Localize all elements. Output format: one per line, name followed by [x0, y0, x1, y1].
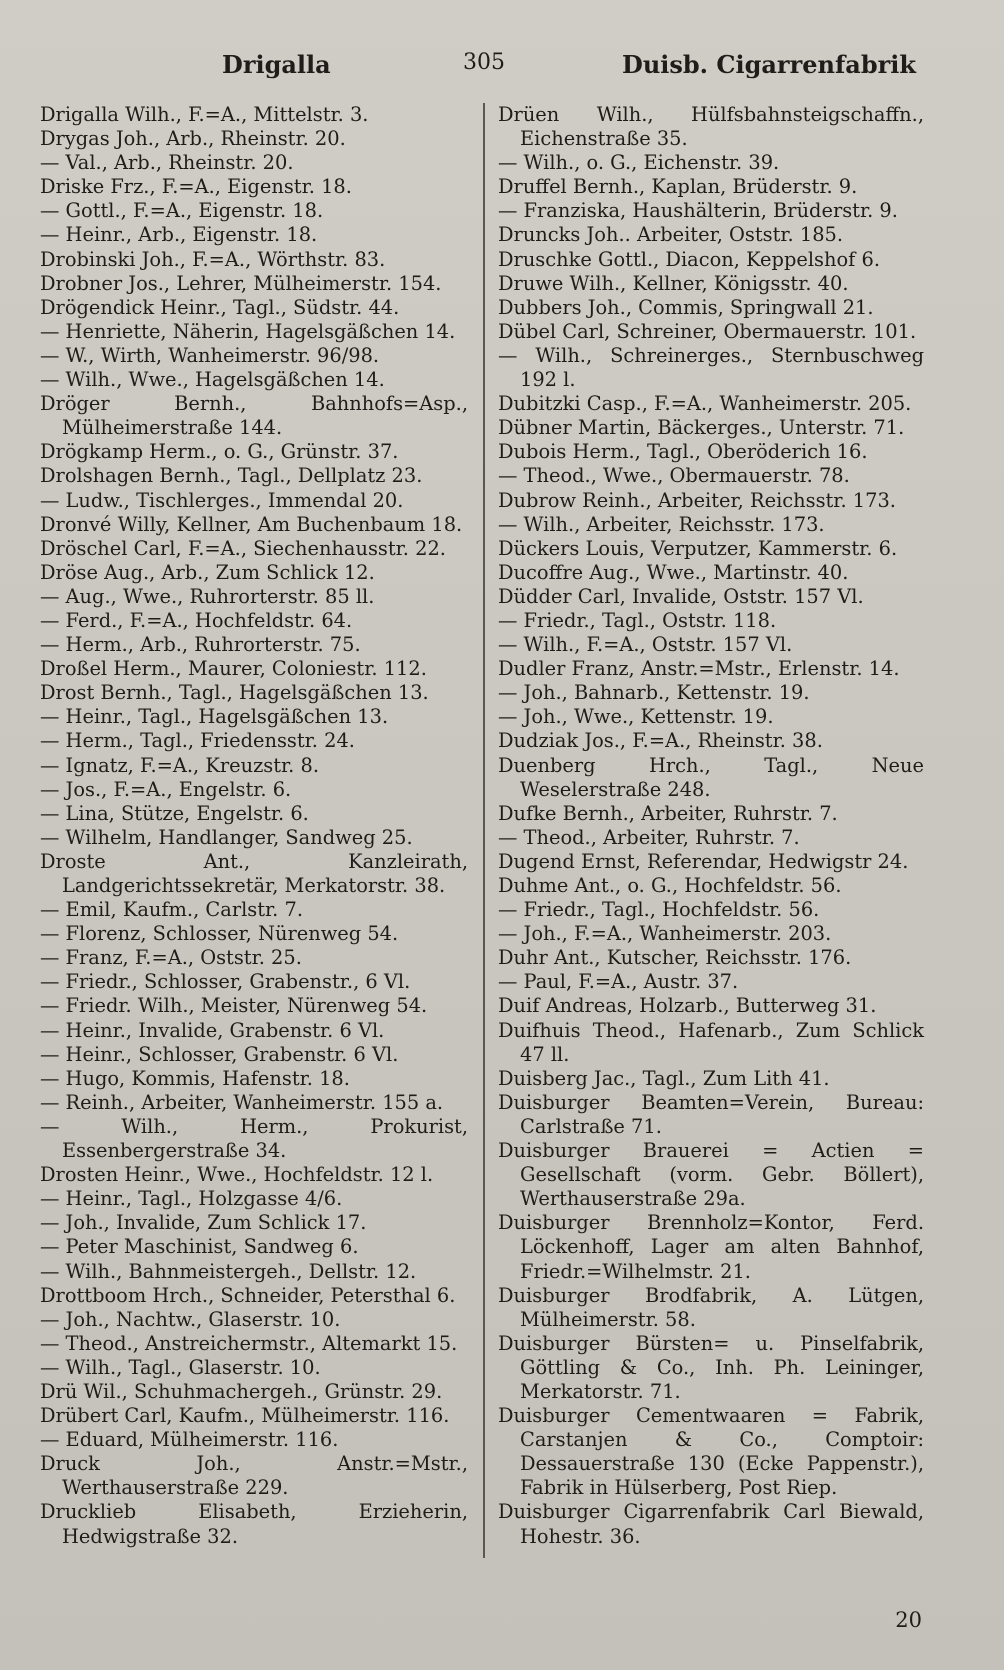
directory-entry: — Reinh., Arbeiter, Wanheimerstr. 155 a.: [40, 1090, 444, 1114]
directory-entry: — Gottl., F.=A., Eigenstr. 18.: [40, 199, 324, 223]
directory-entry: Duisburger Bürsten= u. Pinselfabrik, Göttling & Co., Inh. Ph. Leininger, Merkatorstr. 71.: [498, 1331, 924, 1403]
directory-entry: — Heinr., Tagl., Hagelsgäßchen 13.: [40, 705, 389, 729]
directory-entry: Drü Wil., Schuhmachergeh., Grünstr. 29.: [40, 1379, 443, 1403]
directory-entry: — Emil, Kaufm., Carlstr. 7.: [40, 898, 303, 922]
directory-entry: Duenberg Hrch., Tagl., Neue Weselerstraße 248.: [498, 753, 924, 801]
header-first-entry: Drigalla: [222, 50, 331, 79]
directory-entry: — Wilh., Arbeiter, Reichsstr. 173.: [498, 512, 825, 536]
directory-entry: — Friedr., Tagl., Hochfeldstr. 56.: [498, 898, 820, 922]
directory-entry: Druncks Joh.. Arbeiter, Oststr. 185.: [498, 223, 844, 247]
directory-entry: — Franziska, Haushälterin, Brüderstr. 9.: [498, 199, 898, 223]
directory-entry: — Heinr., Tagl., Holzgasse 4/6.: [40, 1187, 343, 1211]
directory-entry: Dröse Aug., Arb., Zum Schlick 12.: [40, 560, 375, 584]
directory-entry: — Val., Arb., Rheinstr. 20.: [40, 151, 294, 175]
directory-entry: Drögendick Heinr., Tagl., Südstr. 44.: [40, 295, 400, 319]
directory-entry: — Friedr., Tagl., Oststr. 118.: [498, 608, 777, 632]
directory-entry: Drosten Heinr., Wwe., Hochfeldstr. 12 l.: [40, 1163, 434, 1187]
directory-entry: Dübner Martin, Bäckerges., Unterstr. 71.: [498, 416, 905, 440]
directory-entry: Droßel Herm., Maurer, Coloniestr. 112.: [40, 657, 427, 681]
directory-entry: Dudler Franz, Anstr.=Mstr., Erlenstr. 14.: [498, 657, 900, 681]
directory-entry: Duisberg Jac., Tagl., Zum Lith 41.: [498, 1066, 830, 1090]
directory-entry: Drobner Jos., Lehrer, Mülheimerstr. 154.: [40, 271, 442, 295]
directory-entry: Dugend Ernst, Referendar, Hedwigstr 24.: [498, 849, 909, 873]
directory-entry: — Franz, F.=A., Oststr. 25.: [40, 946, 302, 970]
directory-entry: Dubrow Reinh., Arbeiter, Reichsstr. 173.: [498, 488, 896, 512]
directory-entry: — Ferd., F.=A., Hochfeldstr. 64.: [40, 608, 353, 632]
directory-entry: Dubbers Joh., Commis, Springwall 21.: [498, 295, 874, 319]
directory-entry: — Hugo, Kommis, Hafenstr. 18.: [40, 1066, 350, 1090]
signature-mark: 20: [895, 1608, 922, 1632]
directory-entry: Drübert Carl, Kaufm., Mülheimerstr. 116.: [40, 1404, 450, 1428]
right-column: [498, 103, 924, 1549]
header-last-entry: Duisb. Cigarrenfabrik: [622, 50, 916, 79]
directory-entry: Drobinski Joh., F.=A., Wörthstr. 83.: [40, 247, 386, 271]
directory-entry: — Herm., Arb., Ruhrorterstr. 75.: [40, 633, 361, 657]
directory-entry: — Ludw., Tischlerges., Immendal 20.: [40, 488, 404, 512]
directory-entry: Driske Frz., F.=A., Eigenstr. 18.: [40, 175, 352, 199]
directory-entry: — Joh., Bahnarb., Kettenstr. 19.: [498, 681, 810, 705]
directory-entry: Drüen Wilh., Hülfsbahnsteigschaffn., Eichenstraße 35.: [498, 103, 924, 151]
directory-entry: — Wilh., o. G., Eichenstr. 39.: [498, 151, 780, 175]
directory-entry: Dröger Bernh., Bahnhofs=Asp., Mülheimerstraße 144.: [40, 392, 468, 440]
page-number: 305: [463, 50, 505, 75]
directory-entry: Druschke Gottl., Diacon, Keppelshof 6.: [498, 247, 880, 271]
directory-entry: Dronvé Willy, Kellner, Am Buchenbaum 18.: [40, 512, 463, 536]
directory-entry: — Wilh., Wwe., Hagelsgäßchen 14.: [40, 368, 385, 392]
directory-entry: Dübel Carl, Schreiner, Obermauerstr. 101.: [498, 319, 917, 343]
directory-entry: Dubois Herm., Tagl., Oberöderich 16.: [498, 440, 868, 464]
directory-entry: — Heinr., Invalide, Grabenstr. 6 Vl.: [40, 1018, 385, 1042]
directory-entry: — Ignatz, F.=A., Kreuzstr. 8.: [40, 753, 319, 777]
directory-entry: — Jos., F.=A., Engelstr. 6.: [40, 777, 292, 801]
column-divider: [483, 103, 485, 1558]
directory-entry: Duisburger Beamten=Verein, Bureau: Carlstraße 71.: [498, 1090, 924, 1138]
directory-entry: Drögkamp Herm., o. G., Grünstr. 37.: [40, 440, 399, 464]
directory-entry: Dröschel Carl, F.=A., Siechenhausstr. 22.: [40, 536, 446, 560]
directory-entry: — Herm., Tagl., Friedensstr. 24.: [40, 729, 355, 753]
directory-entry: — Wilh., F.=A., Oststr. 157 Vl.: [498, 633, 793, 657]
directory-entry: — Wilhelm, Handlanger, Sandweg 25.: [40, 825, 413, 849]
directory-entry: Dubitzki Casp., F.=A., Wanheimerstr. 205.: [498, 392, 912, 416]
directory-entry: — Henriette, Näherin, Hagelsgäßchen 14.: [40, 319, 456, 343]
directory-entry: Duhr Ant., Kutscher, Reichsstr. 176.: [498, 946, 852, 970]
directory-entry: — Wilh., Herm., Prokurist, Essenbergerstraße 34.: [40, 1114, 468, 1163]
directory-entry: — Florenz, Schlosser, Nürenweg 54.: [40, 922, 399, 946]
directory-entry: — Theod., Arbeiter, Ruhrstr. 7.: [498, 825, 800, 849]
directory-entry: Drolshagen Bernh., Tagl., Dellplatz 23.: [40, 464, 423, 488]
directory-entry: — Wilh., Tagl., Glaserstr. 10.: [40, 1355, 321, 1379]
directory-entry: Duisburger Cementwaaren = Fabrik, Carstanjen & Co., Comptoir: Dessauerstraße 130 (Ecke Pappenstr.), Fabrik in Hülserberg, Post Riep.: [498, 1404, 924, 1500]
directory-entry: Drucklieb Elisabeth, Erzieherin, Hedwigstraße 32.: [40, 1500, 468, 1548]
directory-entry: Duhme Ant., o. G., Hochfeldstr. 56.: [498, 874, 842, 897]
directory-entry: — Eduard, Mülheimerstr. 116.: [40, 1428, 339, 1452]
directory-entry: Droste Ant., Kanzleirath, Landgerichtssekretär, Merkatorstr. 38.: [40, 849, 468, 897]
directory-entry: Duisburger Brodfabrik, A. Lütgen, Mülheimerstr. 58.: [498, 1283, 924, 1331]
directory-entry: Duisburger Brauerei = Actien = Gesellschaft (vorm. Gebr. Böllert), Werthauserstraße 29a.: [498, 1139, 924, 1211]
directory-entry: — Joh., Nachtw., Glaserstr. 10.: [40, 1307, 341, 1331]
directory-entry: — Joh., Invalide, Zum Schlick 17.: [40, 1211, 367, 1235]
directory-entry: — Aug., Wwe., Ruhrorterstr. 85 ll.: [40, 584, 375, 608]
directory-entry: — Wilh., Schreinerges., Sternbuschweg 192 l.: [498, 343, 924, 392]
directory-entry: Druck Joh., Anstr.=Mstr., Werthauserstraße 229.: [40, 1452, 468, 1500]
directory-entry: — Theod., Wwe., Obermauerstr. 78.: [498, 464, 850, 488]
directory-entry: — Heinr., Schlosser, Grabenstr. 6 Vl.: [40, 1042, 399, 1066]
directory-entry: — Heinr., Arb., Eigenstr. 18.: [40, 223, 318, 247]
directory-entry: Dückers Louis, Verputzer, Kammerstr. 6.: [498, 536, 898, 560]
directory-entry: Druwe Wilh., Kellner, Königsstr. 40.: [498, 271, 849, 295]
directory-entry: — Wilh., Bahnmeistergeh., Dellstr. 12.: [40, 1259, 417, 1283]
directory-entry: Düdder Carl, Invalide, Oststr. 157 Vl.: [498, 584, 864, 608]
directory-entry: Dufke Bernh., Arbeiter, Ruhrstr. 7.: [498, 801, 838, 825]
directory-entry: Drottboom Hrch., Schneider, Petersthal 6.: [40, 1283, 456, 1307]
directory-entry: — Friedr. Wilh., Meister, Nürenweg 54.: [40, 994, 428, 1018]
directory-entry: Drygas Joh., Arb., Rheinstr. 20.: [40, 127, 346, 151]
directory-entry: — Lina, Stütze, Engelstr. 6.: [40, 801, 309, 825]
directory-entry: — Paul, F.=A., Austr. 37.: [498, 970, 739, 994]
directory-entry: — W., Wirth, Wanheimerstr. 96/98.: [40, 343, 380, 367]
directory-entry: Duisburger Brennholz=Kontor, Ferd. Löckenhoff, Lager am alten Bahnhof, Friedr.=Wilhelmstr. 21.: [498, 1211, 924, 1283]
directory-entry: Duifhuis Theod., Hafenarb., Zum Schlick 47 ll.: [498, 1018, 924, 1066]
directory-entry: Druffel Bernh., Kaplan, Brüderstr. 9.: [498, 175, 858, 199]
directory-entry: — Joh., F.=A., Wanheimerstr. 203.: [498, 922, 832, 946]
directory-entry: Drigalla Wilh., F.=A., Mittelstr. 3.: [40, 103, 369, 126]
directory-entry: Duif Andreas, Holzarb., Butterweg 31.: [498, 994, 877, 1018]
directory-entry: — Friedr., Schlosser, Grabenstr., 6 Vl.: [40, 970, 411, 994]
directory-entry: Dudziak Jos., F.=A., Rheinstr. 38.: [498, 729, 823, 753]
directory-entry: — Joh., Wwe., Kettenstr. 19.: [498, 705, 774, 729]
directory-entry: — Peter Maschinist, Sandweg 6.: [40, 1235, 359, 1259]
directory-entry: Duisburger Cigarrenfabrik Carl Biewald, Hohestr. 36.: [498, 1500, 924, 1548]
left-column: [40, 103, 468, 1549]
directory-entry: Drost Bernh., Tagl., Hagelsgäßchen 13.: [40, 681, 429, 705]
directory-entry: Ducoffre Aug., Wwe., Martinstr. 40.: [498, 560, 849, 584]
directory-entry: — Theod., Anstreichermstr., Altemarkt 15.: [40, 1331, 458, 1355]
